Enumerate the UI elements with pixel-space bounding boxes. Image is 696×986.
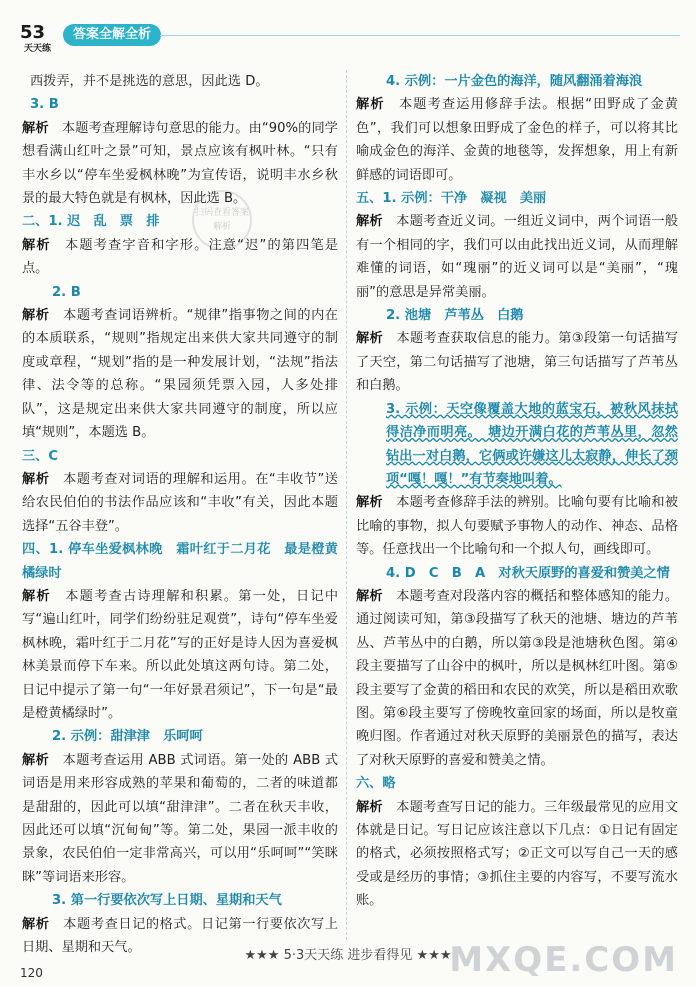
answer-line: 2. 示例：甜津津 乐呵呵	[52, 729, 203, 745]
brand-label: 答案全解全析	[63, 24, 161, 46]
analysis-text: 本题考查写日记的能力。三年级最常见的应用文体就是日记。写日记应该注意以下几点：①日记有固定的格式，必须按照格式写；②正文可以写自己一天的感受或是经历的事情；③抓住主要的内容写，不要写流水账。	[356, 799, 679, 909]
analysis-label: 解析	[356, 495, 383, 511]
answer-line: 3. B	[30, 97, 59, 113]
analysis-text: 本题考查理解诗句意思的能力。由“90%的同学想看满山红叶之景”可知，景点应该有枫叶林。“只有丰水乡以“停车坐爱枫林晚”为宣传语，说明丰水乡秋景的最大特色就是有枫林，因此选 B。	[22, 120, 338, 207]
analysis-label: 解析	[22, 237, 51, 253]
analysis-label: 解析	[356, 97, 385, 113]
section-heading: 三、C	[22, 448, 59, 464]
analysis-paragraph	[356, 93, 678, 187]
analysis-text: 本题考查近义词。一组近义词中，两个词语一般有一个相同的字，我们可以由此找出近义词，从而理解难懂的词语，如“瑰丽”的近义词可以是“美丽”，“瑰丽”的意思是异常美丽。	[356, 214, 679, 300]
analysis-text: 本题考查对段落内容的概括和整体感知的能力。通过阅读可知，第③段描写了秋天的池塘、塘边的芦苇丛、芦苇丛中的白鹅，所以第③段是池塘秋色图。第④段主要描写了山谷中的枫叶，所以是枫林红叶图。第⑤段主要写了金黄的稻田和农民的欢笑，所以是稻田欢歌图。第⑥段主要写了傍晚牧童回家的场面，所以是牧童晚归图。作者通过对秋天原野的美丽景色的描写，表达了对秋天原野的喜爱和赞美之情。	[356, 588, 679, 768]
stamp-text: 扫码查看答案解析	[194, 208, 249, 232]
analysis-paragraph	[22, 117, 338, 211]
analysis-label: 解析	[22, 916, 50, 932]
analysis-paragraph	[356, 491, 678, 561]
column-divider	[346, 70, 347, 940]
analysis-paragraph	[22, 468, 338, 538]
analysis-label: 解析	[22, 752, 50, 768]
analysis-paragraph	[22, 585, 338, 725]
right-column	[356, 70, 678, 913]
analysis-text: 本题考查运用 ABB 式词语。第一处的 ABB 式词语是用来形容成熟的苹果和葡萄的，二者的味道都是甜甜的，因此可以填“甜津津”。二者在秋天丰收，因此还可以填“沉甸甸”等。第二处，果园一派丰收的景象，农民伯伯一定非常高兴，可以用“乐呵呵”“笑眯眯”等词语来形容。	[22, 752, 339, 885]
analysis-text: 本题考查古诗理解和积累。第一处，日记中写“遍山红叶，同学们纷纷驻足观赏”，诗句“停车坐爱枫林晚，霜叶红于二月花”写的正好是诗人因为喜爱枫林美景而停下车来。所以此处填这两句诗。第二处，日记中提示了第一句“一年好景君须记”，下一句是“最是橙黄橘绿时”。	[22, 588, 339, 721]
answer-line: 2. 池塘 芦苇丛 白鹅	[386, 308, 524, 324]
section-heading: 六、略	[356, 776, 396, 792]
analysis-paragraph	[356, 210, 678, 304]
analysis-label: 解析	[22, 308, 50, 324]
answer-line: 3. 示例：天空像覆盖大地的蓝宝石，被秋风抹拭得洁净而明亮。 塘边开满白花的芦苇丛里，忽然钻出一对白鹅，它俩或许嫌这儿太寂静，伸长了颈项“嘎！嘎！”有节奏地叫着。	[386, 401, 678, 487]
analysis-text: 本题考查运用修辞手法。根据“田野成了金黄色”，我们可以想象田野成了金色的样子，可以将其比喻成金色的海洋、金黄的地毯等，发挥想象，用上有新鲜感的词语即可。	[356, 97, 678, 183]
analysis-text: 本题考查字音和字形。注意“迟”的第四笔是点。	[22, 237, 338, 277]
analysis-label: 解析	[22, 588, 51, 604]
analysis-text: 本题考查修辞手法的辨别。比喻句要有比喻和被比喻的事物，拟人句要赋予事物人的动作、神态、品格等。任意找出一个比喻句和一个拟人句，画线即可。	[356, 495, 679, 558]
page-number: 120	[20, 966, 43, 980]
answer-line: 3. 第一行要依次写上日期、星期和天气	[52, 893, 282, 909]
logo-sub-glyph: 天天练	[24, 44, 52, 54]
analysis-paragraph	[356, 327, 678, 397]
left-line: 西拨弄，并不是挑选的意思，因此选 D。	[30, 74, 269, 89]
header-rule	[160, 35, 680, 36]
section-heading: 五、1. 示例：干净 凝视 美丽	[356, 191, 547, 207]
watermark: MXQE.COM	[449, 940, 678, 980]
answer-line: 2. B	[52, 284, 81, 300]
analysis-text: 本题考查日记的格式。日记第一行要依次写上日期、星期和天气。	[22, 916, 339, 956]
section-heading: 二、1. 迟 乱 票 排	[22, 214, 160, 230]
analysis-label: 解析	[22, 471, 50, 487]
analysis-paragraph	[22, 234, 338, 281]
answer-line: 4. D C B A 对秋天原野的喜爱和赞美之情	[386, 565, 670, 581]
section-heading: 四、1. 停车坐爱枫林晚 霜叶红于二月花 最是橙黄橘绿时	[22, 542, 338, 581]
analysis-label: 解析	[356, 214, 383, 230]
analysis-paragraph	[356, 585, 678, 772]
analysis-label: 解析	[356, 331, 383, 347]
analysis-paragraph	[22, 304, 338, 444]
analysis-text: 本题考查获取信息的能力。第③段第一句话描写了天空，第二句话描写了池塘，第三句话描写了芦苇丛和白鹅。	[356, 331, 679, 394]
analysis-text: 本题考查对词语的理解和运用。在“丰收节”送给农民伯伯的书法作品应该和“丰收”有关，因此本题选择“五谷丰登”。	[22, 471, 338, 534]
analysis-text: 本题考查词语辨析。“规律”指事物之间的内在的本质联系，“规则”指规定出来供大家共同遵守的制度或章程，“规划”指的是一种发展计划，“法规”指法律、法令等的总称。“果园须凭票入园，人多处排队”，这是规定出来供大家共同遵守的制度，所以应填“规则”，本题选 B。	[22, 308, 338, 441]
answer-line: 4. 示例：一片金色的海洋，随风翻涌着海浪	[386, 74, 643, 89]
analysis-label: 解析	[356, 588, 383, 604]
analysis-paragraph	[356, 796, 678, 913]
logo-glyph: 53	[20, 22, 46, 43]
analysis-label: 解析	[356, 799, 383, 815]
analysis-label: 解析	[22, 120, 49, 136]
left-column	[22, 70, 338, 959]
footer-slogan: ★★★ 5·3天天练 进步看得见 ★★★	[244, 948, 452, 963]
analysis-paragraph	[22, 749, 338, 889]
brand-logo	[18, 18, 64, 54]
